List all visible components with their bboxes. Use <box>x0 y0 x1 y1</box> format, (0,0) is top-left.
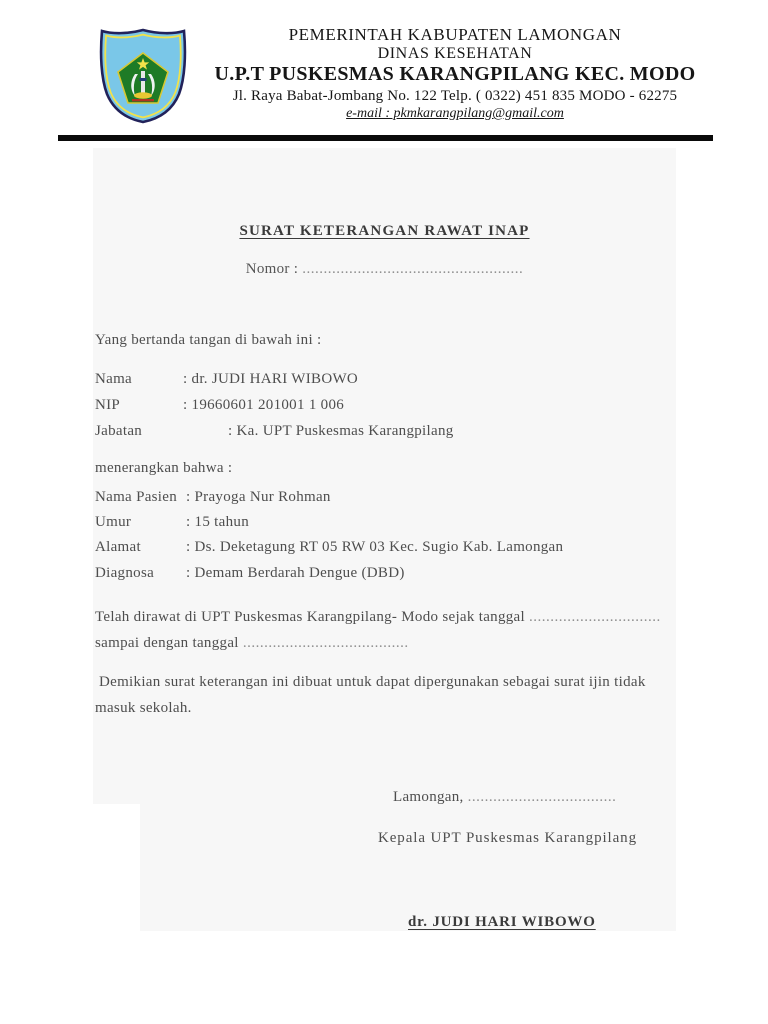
field-label: NIP <box>95 397 121 413</box>
treatment-text: sampai dengan tanggal <box>95 635 243 651</box>
signature-name: dr. JUDI HARI WIBOWO <box>408 914 596 930</box>
field-label: Nama <box>95 371 133 387</box>
letter-number-dotted-blank: .................................................... <box>302 261 524 277</box>
field-value: : dr. JUDI HARI WIBOWO <box>183 371 359 387</box>
signature-position: Kepala UPT Puskesmas Karangpilang <box>378 830 637 846</box>
letter-title: SURAT KETERANGAN RAWAT INAP <box>239 223 530 239</box>
field-label: Diagnosa <box>95 565 155 581</box>
officer-row-jabatan <box>95 422 454 441</box>
field-value: : Ds. Deketagung RT 05 RW 03 Kec. Sugio Kab. Lamongan <box>186 539 564 555</box>
opening-statement: Yang bertanda tangan di bawah ini : <box>95 332 322 348</box>
closing-line1: Demikian surat keterangan ini dibuat untuk dapat dipergunakan sebagai surat ijin tidak <box>99 674 646 690</box>
field-value: : 19660601 201001 1 006 <box>183 397 345 413</box>
header-email-line: e-mail : pkmkarangpilang@gmail.com <box>346 106 564 121</box>
field-label: Jabatan <box>95 423 143 439</box>
treatment-period-line2 <box>95 634 409 653</box>
field-label: Umur <box>95 514 132 530</box>
header-government-line: PEMERINTAH KABUPATEN LAMONGAN <box>288 25 622 44</box>
header-office-line: U.P.T PUSKESMAS KARANGPILANG KEC. MODO <box>214 63 696 85</box>
field-value: : Ka. UPT Puskesmas Karangpilang <box>228 423 454 439</box>
date-dotted-blank: ....................................... <box>242 635 409 651</box>
patient-row-alamat <box>95 538 563 557</box>
letter-number-line <box>93 260 676 279</box>
closing-line2: masuk sekolah. <box>95 700 192 716</box>
menerangkan-statement: menerangkan bahwa : <box>95 460 233 476</box>
officer-row-nip <box>95 396 344 415</box>
field-value: : Demam Berdarah Dengue (DBD) <box>186 565 405 581</box>
scan-sheet-lower <box>140 804 676 931</box>
lamongan-emblem-logo <box>98 26 188 126</box>
coat-of-arms-icon <box>98 26 188 126</box>
patient-row-diagnosa <box>95 564 405 583</box>
letter-number-label: Nomor : <box>245 261 299 277</box>
place-label: Lamongan, <box>393 789 464 805</box>
header-department-line: DINAS KESEHATAN <box>377 45 533 62</box>
treatment-text: Telah dirawat di UPT Puskesmas Karangpilang- Modo sejak tanggal <box>95 609 530 625</box>
field-label: Nama Pasien <box>95 489 178 505</box>
patient-row-nama <box>95 488 331 507</box>
treatment-period-line1 <box>95 608 661 627</box>
field-label: Alamat <box>95 539 141 555</box>
officer-row-nama <box>95 370 358 389</box>
signature-place-date <box>393 788 616 807</box>
field-value: : Prayoga Nur Rohman <box>186 489 331 505</box>
field-value: : 15 tahun <box>186 514 249 530</box>
letterhead-rule <box>58 135 713 141</box>
date-dotted-blank: ................................... <box>467 789 617 805</box>
date-dotted-blank: ............................... <box>529 609 661 625</box>
header-address-line: Jl. Raya Babat-Jombang No. 122 Telp. ( 0322) 451 835 MODO - 62275 <box>232 88 678 104</box>
patient-row-umur <box>95 513 249 532</box>
